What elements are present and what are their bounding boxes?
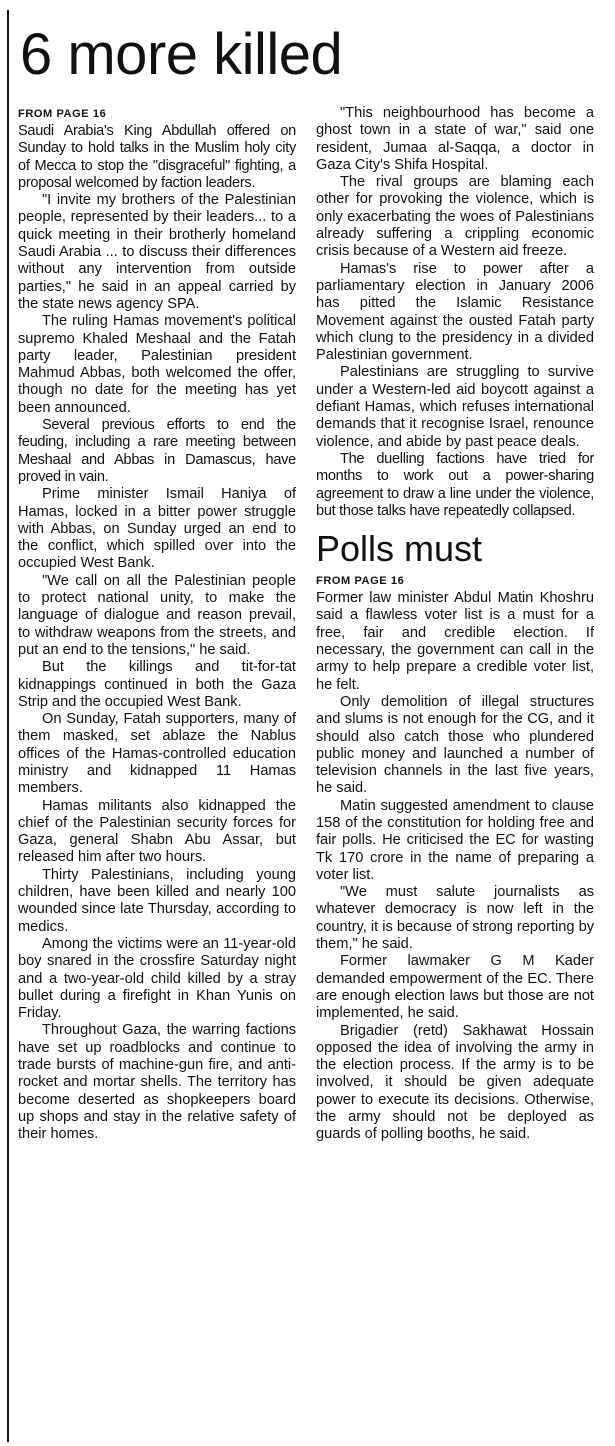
paragraph: Only demolition of illegal structures and slums is not enough for the CG, and it should also catch those who plundered public money and launched a number of television channels in the last five years, he said. — [316, 693, 594, 797]
right-column — [316, 105, 594, 1443]
paragraph: The ruling Hamas movement's political supremo Khaled Meshaal and the Fatah party leader, Palestinian president Mahmud Abbas, both welcomed the offer, though no date for the meeting has yet been announced. — [18, 313, 296, 416]
paragraph: Thirty Palestinians, including young children, have been killed and nearly 100 wounded since late Thursday, according to medics. — [18, 866, 296, 935]
headline: 6 more killed — [20, 22, 343, 87]
paragraph: Brigadier (retd) Sakhawat Hossain opposed the idea of involving the army in the election process. If the army is to be involved, it should be given adequate power to execute its decisions. Otherwise, the army should not be deployed as guards of polling booths, he said. — [316, 1022, 594, 1143]
second-headline: Polls must — [316, 528, 483, 570]
paragraph: Several previous efforts to end the feuding, including a rare meeting between Meshaal and Abbas in Damascus, have proved in vain. — [18, 417, 296, 485]
paragraph: The duelling factions have tried for months to work out a power-sharing agreement to draw a line under the violence, but those talks have repeatedly collapsed. — [316, 450, 594, 519]
dateline-from-page: FROM PAGE 16 — [18, 108, 107, 120]
paragraph: On Sunday, Fatah supporters, many of them masked, set ablaze the Nablus offices of the Hamas-controlled education ministry and kidnapped 11 Hamas members. — [18, 711, 296, 797]
paragraph: Former law minister Abdul Matin Khoshru said a flawless voter list is a must for a free, fair and credible election. If necessary, the government can call in the army to help prepare a credible voter list, he felt. — [316, 590, 594, 693]
paragraph: "We call on all the Palestinian people to protect national unity, to make the language of dialogue and reason prevail, to withdraw weapons from the streets, and put an end to the tensions," he said. — [18, 572, 296, 658]
paragraph: Palestinians are struggling to survive under a Western-led aid boycott against a defiant Hamas, which refuses international demands that it recognise Israel, renounce violence, and abide by past peace deals. — [316, 364, 594, 450]
paragraph: Hamas militants also kidnapped the chief of the Palestinian security forces for Gaza, general Shabn Abu Assar, but released him after two hours. — [18, 797, 296, 866]
paragraph: Prime minister Ismail Haniya of Hamas, locked in a bitter power struggle with Abbas, on Sunday urged an end to the conflict, which spilled over into the occupied West Bank. — [18, 486, 296, 572]
paragraph: "I invite my brothers of the Palestinian people, represented by their leaders... to a quick meeting in their brotherly homeland Saudi Arabia ... to discuss their differences without any intervention from outside parties," he said in an appeal carried by the state news agency SPA. — [18, 192, 296, 312]
paragraph: Hamas's rise to power after a parliamentary election in January 2006 has pitted the Islamic Resistance Movement against the ousted Fatah party which clung to the presidency in a divided Palestinian government. — [316, 260, 594, 364]
left-column — [18, 105, 296, 1443]
paragraph: But the killings and tit-for-tat kidnappings continued in both the Gaza Strip and the occupied West Bank. — [18, 659, 296, 710]
paragraph: Matin suggested amendment to clause 158 of the constitution for holding free and fair polls. He criticised the EC for wasting Tk 170 crore in the name of preparing a voter list. — [316, 797, 594, 883]
paragraph: "We must salute journalists as whatever democracy is now left in the country, it is because of strong reporting by them," he said. — [316, 884, 594, 953]
column-rule — [7, 10, 9, 1442]
paragraph: The rival groups are blaming each other for provoking the violence, which is only exacerbating the woes of Palestinians already suffering a crippling economic crisis because of a Western aid freeze. — [316, 174, 594, 260]
paragraph: Former lawmaker G M Kader demanded empowerment of the EC. There are enough election laws but those are not implemented, he said. — [316, 953, 594, 1022]
paragraph: Among the victims were an 11-year-old boy snared in the crossfire Saturday night and a two-year-old child killed by a stray bullet during a firefight in Khan Yunis on Friday. — [18, 935, 296, 1022]
paragraph: Saudi Arabia's King Abdullah offered on Sunday to hold talks in the Muslim holy city of Mecca to stop the "disgraceful" fighting, a proposal welcomed by faction leaders. — [18, 123, 296, 191]
paragraph: Throughout Gaza, the warring factions have set up roadblocks and continue to trade bursts of machine-gun fire, and anti-rocket and mortar shells. The territory has become deserted as shopkeepers board up shops and stay in the relative safety of their homes. — [18, 1022, 296, 1143]
paragraph: "This neighbourhood has become a ghost town in a state of war," said one resident, Jumaa al-Saqqa, a doctor in Gaza City's Shifa Hospital. — [316, 105, 594, 173]
dateline-from-page-2: FROM PAGE 16 — [316, 575, 405, 588]
